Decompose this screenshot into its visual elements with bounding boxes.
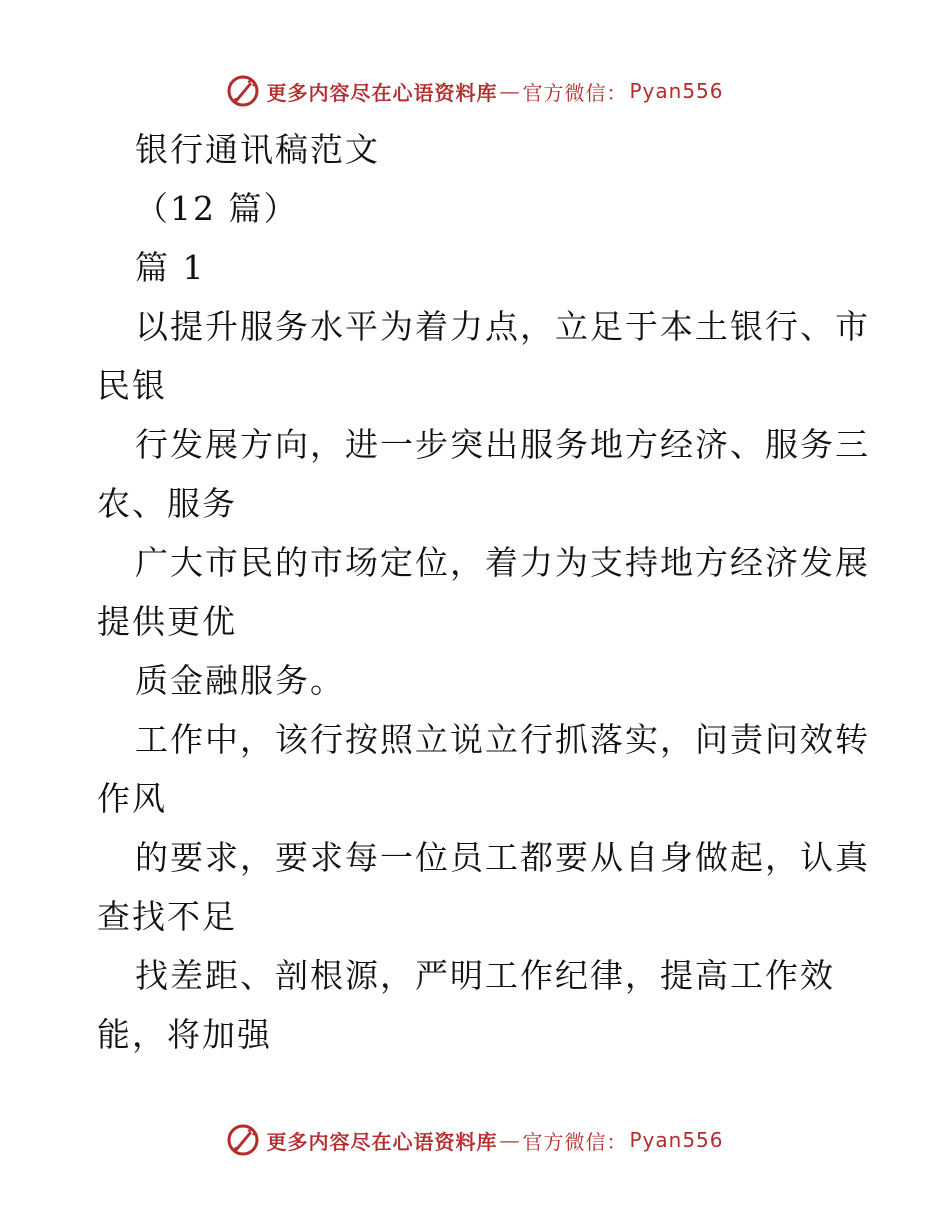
watermark-brand: 更多内容尽在心语资料库	[266, 80, 498, 105]
quill-pen-logo-icon	[226, 1123, 260, 1157]
watermark-separator: —	[499, 1128, 521, 1152]
paragraph-line: 篇 1	[135, 248, 206, 287]
document-body	[97, 120, 870, 1064]
paragraph-line: 找差距、剖根源，严明工作纪律，提高工作效	[135, 956, 835, 995]
footer-watermark	[0, 1120, 950, 1160]
paragraph-line: 提供更优	[97, 602, 237, 641]
paragraph-line: 查找不足	[97, 897, 237, 936]
paragraph-line: 广大市民的市场定位，着力为支持地方经济发展	[135, 543, 870, 582]
paragraph-line: 民银	[97, 366, 167, 405]
paragraph-line: 能，将加强	[97, 1015, 272, 1054]
watermark-wechat-id: Pyan556	[629, 79, 724, 103]
paragraph-line: 以提升服务水平为着力点，立足于本土银行、市	[135, 307, 870, 346]
watermark-wechat-id: Pyan556	[629, 1128, 724, 1152]
document-title: 银行通讯稿范文	[135, 130, 380, 169]
header-watermark	[0, 71, 950, 111]
paragraph-line: 工作中，该行按照立说立行抓落实，问责问效转	[135, 720, 870, 759]
watermark-label: 官方微信：	[522, 1129, 628, 1154]
watermark-brand: 更多内容尽在心语资料库	[266, 1129, 498, 1154]
document-subtitle: （12 篇）	[135, 189, 299, 228]
paragraph-line: 的要求，要求每一位员工都要从自身做起，认真	[135, 838, 870, 877]
watermark-label: 官方微信：	[522, 80, 628, 105]
watermark-separator: —	[499, 79, 521, 103]
paragraph-line: 作风	[97, 779, 167, 818]
paragraph-line: 质金融服务。	[135, 661, 345, 700]
paragraph-line: 农、服务	[97, 484, 237, 523]
quill-pen-logo-icon	[226, 74, 260, 108]
paragraph-line: 行发展方向，进一步突出服务地方经济、服务三	[135, 425, 870, 464]
